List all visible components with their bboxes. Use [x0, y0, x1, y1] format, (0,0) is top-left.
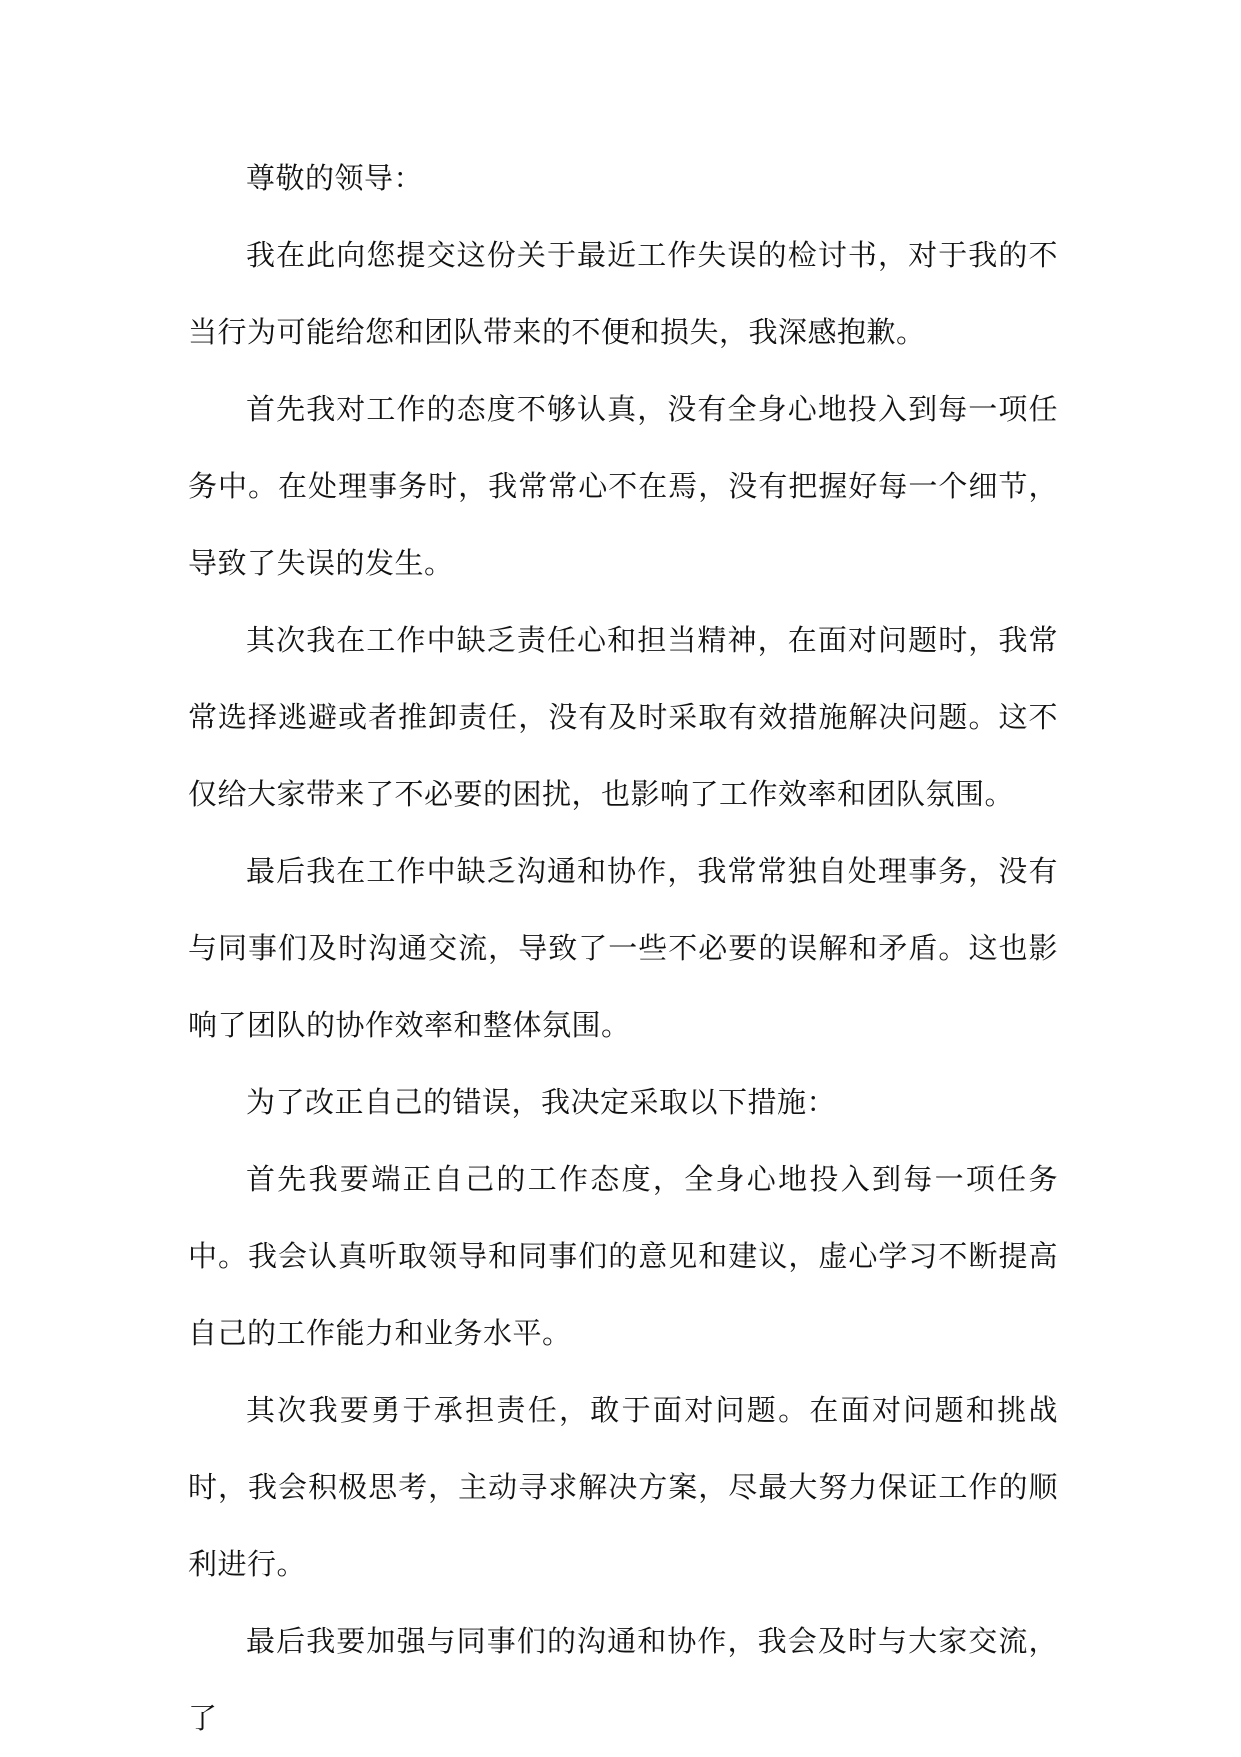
- letter-greeting: 尊敬的领导：: [246, 161, 424, 195]
- letter-body: [188, 140, 1058, 1757]
- paragraph-measure-responsibility: 其次我要勇于承担责任，敢于面对问题。在面对问题和挑战时，我会积极思考，主动寻求解决方案，尽最大努力保证工作的顺利进行。: [188, 1393, 1058, 1581]
- paragraph-measure-communication: 最后我要加强与同事们的沟通和协作，我会及时与大家交流，了: [188, 1624, 1058, 1735]
- paragraph-responsibility: 其次我在工作中缺乏责任心和担当精神，在面对问题时，我常常选择逃避或者推卸责任，没有及时采取有效措施解决问题。这不仅给大家带来了不必要的困扰，也影响了工作效率和团队氛围。: [188, 623, 1058, 811]
- paragraph-communication: 最后我在工作中缺乏沟通和协作，我常常独自处理事务，没有与同事们及时沟通交流，导致了一些不必要的误解和矛盾。这也影响了团队的协作效率和整体氛围。: [188, 854, 1058, 1042]
- paragraph-measure-attitude: 首先我要端正自己的工作态度，全身心地投入到每一项任务中。我会认真听取领导和同事们的意见和建议，虚心学习不断提高自己的工作能力和业务水平。: [188, 1162, 1058, 1350]
- paragraph-measures-intro: 为了改正自己的错误，我决定采取以下措施：: [246, 1085, 837, 1119]
- paragraph-attitude: 首先我对工作的态度不够认真，没有全身心地投入到每一项任务中。在处理事务时，我常常心不在焉，没有把握好每一个细节，导致了失误的发生。: [188, 392, 1058, 580]
- paragraph-apology: 我在此向您提交这份关于最近工作失误的检讨书，对于我的不当行为可能给您和团队带来的不便和损失，我深感抱歉。: [188, 238, 1058, 349]
